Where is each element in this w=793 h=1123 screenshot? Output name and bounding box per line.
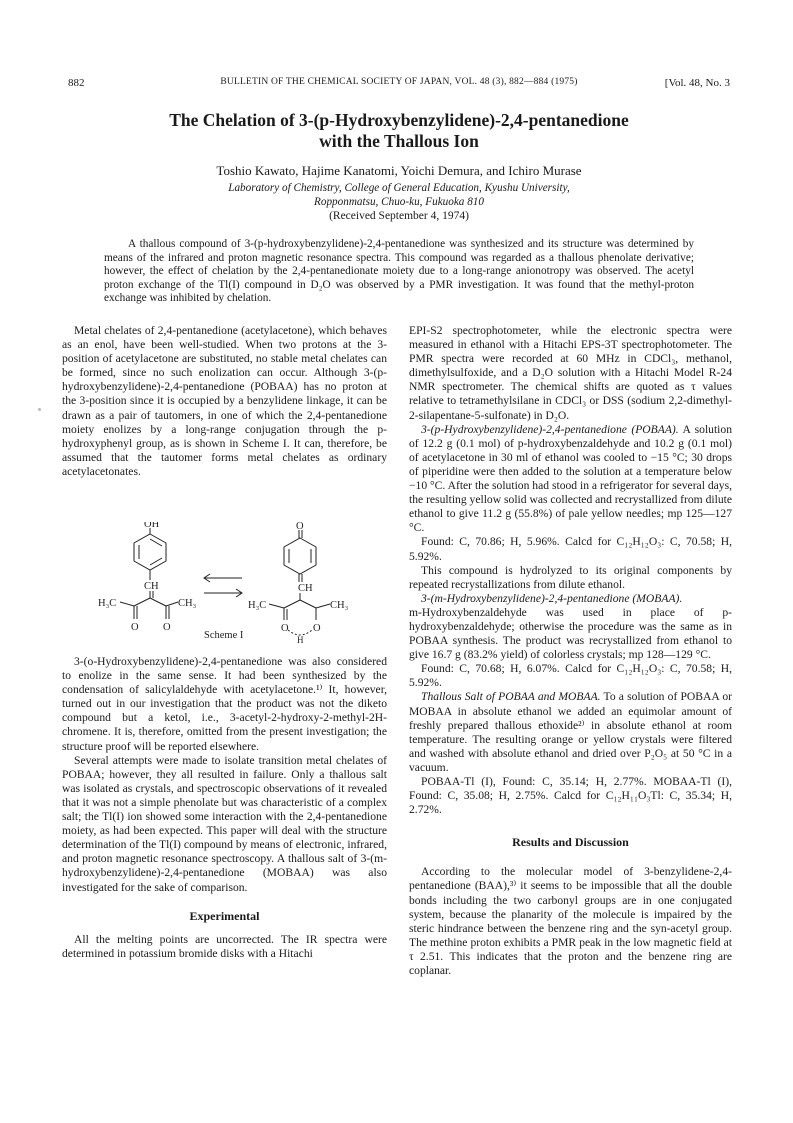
article-title: [60, 110, 738, 152]
title-line-2: with the Thallous Ion: [319, 131, 479, 151]
thallous-analysis: POBAA-Tl (I), Found: C, 35.14; H, 2.77%. MOBAA-Tl (I), Found: C, 35.08; H, 2.75%. Calcd for C₁₂H₁₁O₃Tl: C, 35.34; H, 2.72%.: [409, 775, 732, 817]
left-column-intro: [62, 324, 387, 479]
instrument-paragraph: EPI-S2 spectrophotometer, while the electronic spectra were measured in ethanol with a Hitachi EPS-3T spectrophotometer. The PMR spectra were recorded at 60 MHz in CDCl₃, methanol, dimethylsulfoxide, and a D₂O solution with a Hitachi Model R-24 NMR spectrometer. The chemical shifts are quoted as τ values relative to tetramethylsilane in CDCl₃ or DSS (sodium 2,2-dimethyl-2-silapentane-5-sulfonate) in D₂O.: [409, 324, 732, 422]
thallous-section: [409, 690, 732, 775]
o2-label: O: [163, 622, 171, 633]
intro-paragraph-1: Metal chelates of 2,4-pentanedione (acetylacetone), which behaves as an enol, have been well-studied. When two protons at the 3-position of acetylacetone are substituted, no stable metal chelates can be formed, since no such enolization can occur. Although 3-(p-hydroxybenzylidene)-2,4-pentanedione (POBAA) has no proton at the 3-position since it is occupied by a benzylidene linkage, it can be drawn as a pair of tautomers, in one of which the 2,4-pentanedione moiety enolizes by a long-range conjugation through the p-hydroxyphenyl group, as is shown in Scheme I. It can, therefore, be assumed that the tautomer forms metal chelates as ordinary acetylacetonates.: [62, 324, 387, 478]
experimental-heading: Experimental: [189, 908, 260, 923]
intro-paragraph-2: 3-(o-Hydroxybenzylidene)-2,4-pentanedione was also considered to enolize in the same sense. It had been synthesized by the condensation of salicylaldehyde with acetylacetone.¹⁾ It, however, turned out in our investigation that the product was not the diketo compound but a ketol, i.e., 3-acetyl-2-hydroxy-2-methyl-2H-chromene. It is, therefore, omitted from the present investigation; the structure proof will be reported elsewhere.: [62, 655, 387, 753]
scheme-1-figure: [62, 522, 387, 647]
affiliation: [60, 181, 738, 209]
left-column-body: [62, 655, 387, 961]
mobaa-analysis: Found: C, 70.68; H, 6.07%. Calcd for C₁₂H₁₂O₃: C, 70.58; H, 5.92%.: [409, 662, 732, 690]
right-column: [409, 324, 732, 978]
ch3-left-label: CH₃: [178, 598, 197, 609]
o4-label: O: [313, 623, 321, 634]
pobaa-procedure: A solution of 12.2 g (0.1 mol) of p-hydroxybenzaldehyde and 10.2 g (0.1 mol) of acetylacetone in 30 ml of ethanol was cooled to −15 °C; 30 drops of piperidine were then added to the solution at a temperature below −10 °C. After the solution had stood in a refrigerator for several days, the resulting yellow solid was collected and recrystallized from dilute ethanol to give 11.2 g (55.8%) of pale yellow needles; mp 125—127 °C.: [409, 422, 732, 535]
o3-label: O: [281, 623, 289, 634]
abstract: A thallous compound of 3-(p-hydroxybenzylidene)-2,4-pentanedione was synthesized and its structure was determined by means of the infrared and proton magnetic resonance spectra. This compound was regarded as a thallous phenolate derivative; however, the effect of chelation by the 2,4-pentanedionate moiety due to a long-range anionotropy was observed. The acetyl proton exchange of the Tl(I) compound in D₂O was observed by a PMR investigation. It was found that the methyl-proton exchange was inhibited by chelation.: [104, 238, 694, 305]
intro-paragraph-3: Several attempts were made to isolate transition metal chelates of POBAA; however, they all resulted in failure. Only a thallous salt was isolated as crystals, and spectroscopic observations of it revealed that it was not a simple phenolate but was characteristic of a complex salt; the Tl(I) ion showed some interaction with the 2,4-pentanedione moiety, as had been expected. This paper will deal with the structure determination of the Tl(I) compound by means of electronic, infrared, and proton magnetic resonance spectroscopy. A thallous salt of 3-(m-hydroxybenzylidene)-2,4-pentanedione (MOBAA) was also investigated for the sake of comparison.: [62, 753, 387, 894]
author-list: Toshio Kawato, Hajime Kanatomi, Yoichi Demura, and Ichiro Murase: [216, 163, 582, 178]
scheme-1-structures: [62, 522, 387, 647]
experimental-paragraph-1: All the melting points are uncorrected. The IR spectra were determined in potassium bromide disks with a Hitachi: [62, 932, 387, 960]
thallous-procedure: To a solution of POBAA or MOBAA in absolute ethanol we added an equimolar amount of freshly prepared thallous ethoxide²⁾ in absolute ethanol at room temperature. The resulting orange or yellow crystals were filtered and washed with absolute ethanol and dried over P₂O₅ at 50 °C in a vacuum.: [409, 690, 732, 774]
results-paragraph-1: According to the molecular model of 3-benzylidene-2,4-pentanedione (BAA),³⁾ it seems to be impossible that all the double bonds including the two carbonyl groups are in one conjugated system, because the planarity of the molecule is impaired by the steric hindrance between the benzene ring and the syn-acetyl group. The methine proton exhibits a PMR peak in the low magnetic field at τ 2.51. This indicates that the proton and the benzene ring are coplanar.: [409, 865, 732, 978]
ketone-o-label: O: [296, 522, 304, 532]
mobaa-heading: 3-(m-Hydroxybenzylidene)-2,4-pentanedione (MOBAA).: [421, 591, 683, 605]
results-heading: Results and Discussion: [512, 835, 629, 850]
title-line-1: The Chelation of 3-(p-Hydroxybenzylidene)-2,4-pentanedione: [169, 110, 629, 130]
mobaa-procedure: m-Hydroxybenzaldehyde was used in place of p-hydroxybenzaldehyde; otherwise the procedure was the same as in POBAA synthesis. The product was recrystallized from ethanol to give 16.7 g (83.2% yield) of colorless crystals; mp 128—129 °C.: [409, 605, 732, 662]
ch-right-label: CH: [298, 583, 313, 594]
scheme-caption: Scheme I: [204, 630, 244, 641]
thallous-heading: Thallous Salt of POBAA and MOBAA.: [421, 690, 601, 704]
affiliation-line-1: Laboratory of Chemistry, College of General Education, Kyushu University,: [228, 182, 570, 194]
pobaa-section: [409, 423, 732, 536]
h3c-right-label: H₃C: [248, 600, 267, 611]
h-label: H: [297, 635, 304, 645]
running-header: [68, 77, 730, 93]
pobaa-heading: 3-(p-Hydroxybenzylidene)-2,4-pentanedione (POBAA).: [421, 422, 679, 436]
o1-label: O: [131, 622, 139, 633]
page-number: 882: [68, 77, 85, 89]
oh-label: OH: [144, 522, 160, 530]
volume-label: [Vol. 48, No. 3: [664, 77, 730, 89]
received-date: (Received September 4, 1974): [329, 210, 469, 222]
affiliation-line-2: Ropponmatsu, Chuo-ku, Fukuoka 810: [314, 196, 484, 208]
h3c-left-label: H₃C: [98, 598, 117, 609]
ch3-right-label: CH₃: [330, 600, 349, 611]
pobaa-analysis: Found: C, 70.86; H, 5.96%. Calcd for C₁₂H₁₂O₃: C, 70.58; H, 5.92%.: [409, 535, 732, 563]
ch-left-label: CH: [144, 581, 159, 592]
margin-mark: [38, 408, 41, 411]
pobaa-note: This compound is hydrolyzed to its original components by repeated recrystallizations from dilute ethanol.: [409, 563, 732, 591]
journal-citation: BULLETIN OF THE CHEMICAL SOCIETY OF JAPAN, VOL. 48 (3), 882—884 (1975): [220, 77, 578, 87]
